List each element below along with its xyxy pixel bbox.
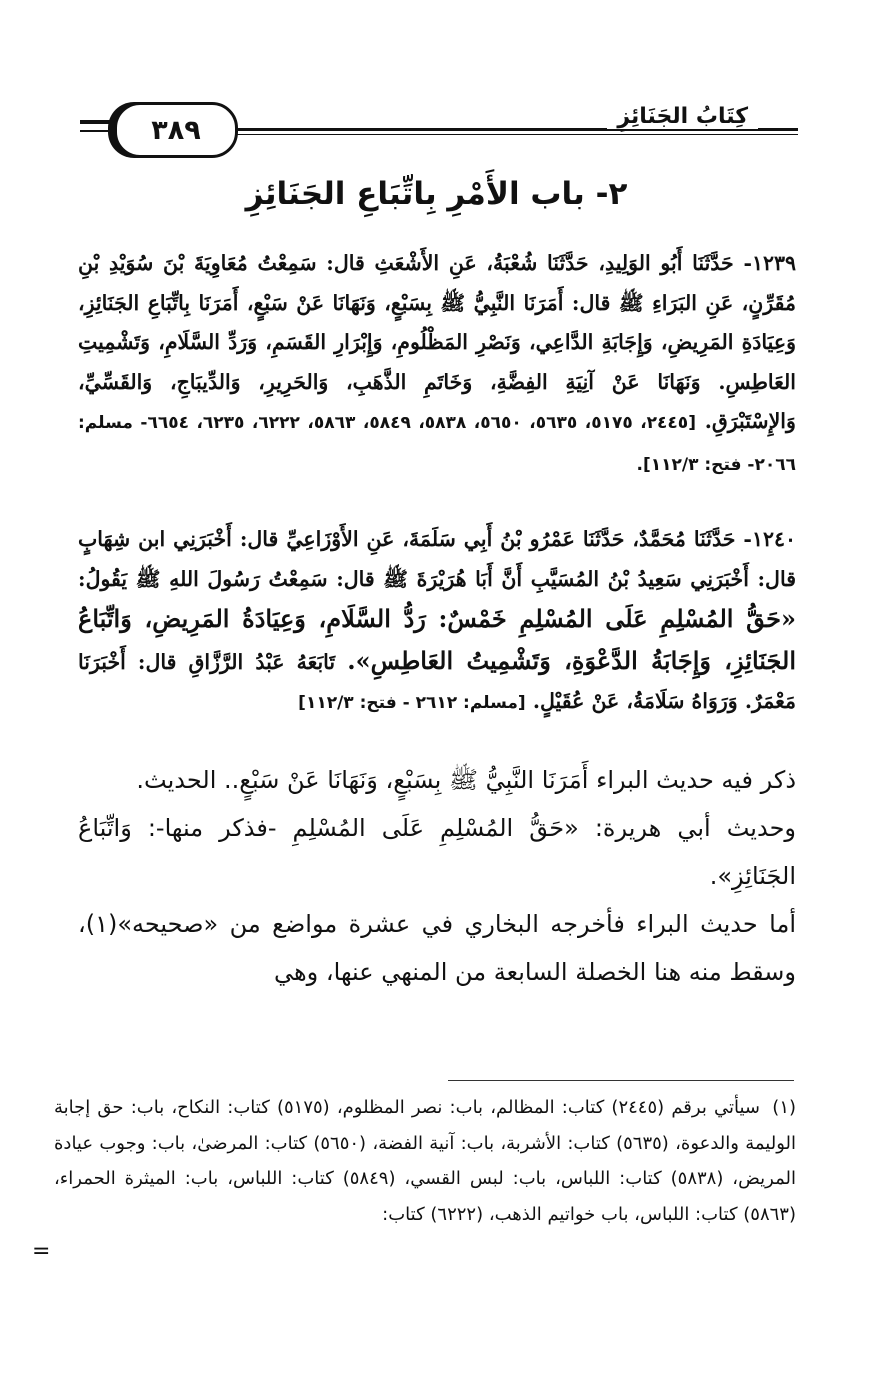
commentary-paragraph: وحديث أبي هريرة: «حَقُّ المُسْلِمِ عَلَى المُسْلِمِ -فذكر منها-: وَاتِّبَاعُ الجَنَائِزِ». <box>78 814 796 890</box>
footnote <box>54 1090 796 1232</box>
continuation-mark: = <box>32 1239 51 1264</box>
footnote-number: (١) <box>772 1097 797 1118</box>
hadith-1239 <box>78 244 796 485</box>
hadith-1240-reference: [مسلم: ٢٦١٢ - فتح: ١١٢/٣] <box>298 693 526 713</box>
commentary-paragraph: أما حديث البراء فأخرجه البخاري في عشرة مواضع من «صحيحه»(١)، وسقط منه هنا الخصلة السابعة من المنهي عنها، وهي <box>78 910 796 986</box>
footnote-separator <box>448 1080 794 1081</box>
commentary <box>78 756 796 996</box>
page-header <box>80 98 798 160</box>
hadith-1240 <box>78 520 796 724</box>
hadith-1240-text: ١٢٤٠- حَدَّثَنَا مُحَمَّدٌ، حَدَّثَنَا عَمْرُو بْنُ أَبِي سَلَمَةَ، عَنِ الأَوْزَاعِيِّ قال: أَخْبَرَنِي ابن شِهَابٍ قال: أَخْبَرَنِي سَعِيدُ بْنُ المُسَيَّبِ أَنَّ أَبَا هُرَيْرَةَ ﷺ قال: سَمِعْتُ رَسُولَ اللهِ ﷺ يَقُولُ: <box>78 527 796 591</box>
page-number: ٣٨٩ <box>114 102 238 158</box>
hadith-1239-text: ١٢٣٩- حَدَّثَنَا أَبُو الوَلِيدِ، حَدَّثَنَا شُعْبَةُ، عَنِ الأَشْعَثِ قال: سَمِعْتُ مُعَاوِيَةَ بْنَ سُوَيْدِ بْنِ مُقَرِّنٍ، عَنِ البَرَاءِ ﷺ قال: أَمَرَنَا النَّبِيُّ ﷺ بِسَبْعٍ، وَنَهَانَا عَنْ سَبْعٍ، أَمَرَنَا بِاتِّبَاعِ الجَنَائِزِ، وَعِيَادَةِ المَرِيضِ، وَإِجَابَةِ الدَّاعِي، وَنَصْرِ المَظْلُومِ، وَإِبْرَارِ القَسَمِ، وَرَدِّ السَّلَامِ، وَتَشْمِيتِ العَاطِسِ. وَنَهَانَا عَنْ آنِيَةِ الفِضَّةِ، وَخَاتَمِ الذَّهَبِ، وَالحَرِيرِ، وَالدِّيبَاجِ، وَالقَسِّيِّ، وَالإِسْتَبْرَقِ. <box>78 251 796 433</box>
hadith-1240-quote: «حَقُّ المُسْلِمِ عَلَى المُسْلِمِ خَمْسٌ: رَدُّ السَّلَامِ، وَعِيَادَةُ المَرِيضِ، وَاتِّبَاعُ الجَنَائِزِ، وَإِجَابَةُ الدَّعْوَةِ، وَتَشْمِيتُ العَاطِسِ». <box>78 604 797 675</box>
running-title: كِتَابُ الجَنَائِزِ <box>607 104 758 129</box>
hadith-1240-followup: تَابَعَهُ عَبْدُ الرَّزَّاقِ قال: أَخْبَرَنَا مَعْمَرٌ. وَرَوَاهُ سَلَامَةُ، عَنْ عُقَيْلٍ. <box>78 649 796 713</box>
footnote-text: سيأتي برقم (٢٤٤٥) كتاب: المظالم، باب: نصر المظلوم، (٥١٧٥) كتاب: النكاح، باب: حق إجابة الوليمة والدعوة، (٥٦٣٥) كتاب: الأشربة، باب: آنية الفضة، (٥٦٥٠) كتاب: المرضىٰ، باب: وجوب عيادة المريض، (٥٨٣٨) كتاب: اللباس، باب: لبس القسي، (٥٨٤٩) كتاب: اللباس، باب: الميثرة الحمراء، (٥٨٦٣) كتاب: اللباس، باب خواتيم الذهب، (٦٢٢٢) كتاب: <box>54 1097 796 1225</box>
hadith-1239-reference: [٢٤٤٥، ٥١٧٥، ٥٦٣٥، ٥٦٥٠، ٥٨٣٨، ٥٨٤٩، ٥٨٦٣، ٦٢٢٢، ٦٢٣٥، ٦٦٥٤- مسلم: ٢٠٦٦- فتح: ١١٢/٣]. <box>78 413 796 475</box>
commentary-paragraph: ذكر فيه حديث البراء أَمَرَنَا النَّبِيُّ ﷺ بِسَبْعٍ، وَنَهَانَا عَنْ سَبْعٍ.. الحديث. <box>136 766 796 794</box>
chapter-title: ٢- باب الأَمْرِ بِاتِّبَاعِ الجَنَائِزِ <box>245 176 628 212</box>
